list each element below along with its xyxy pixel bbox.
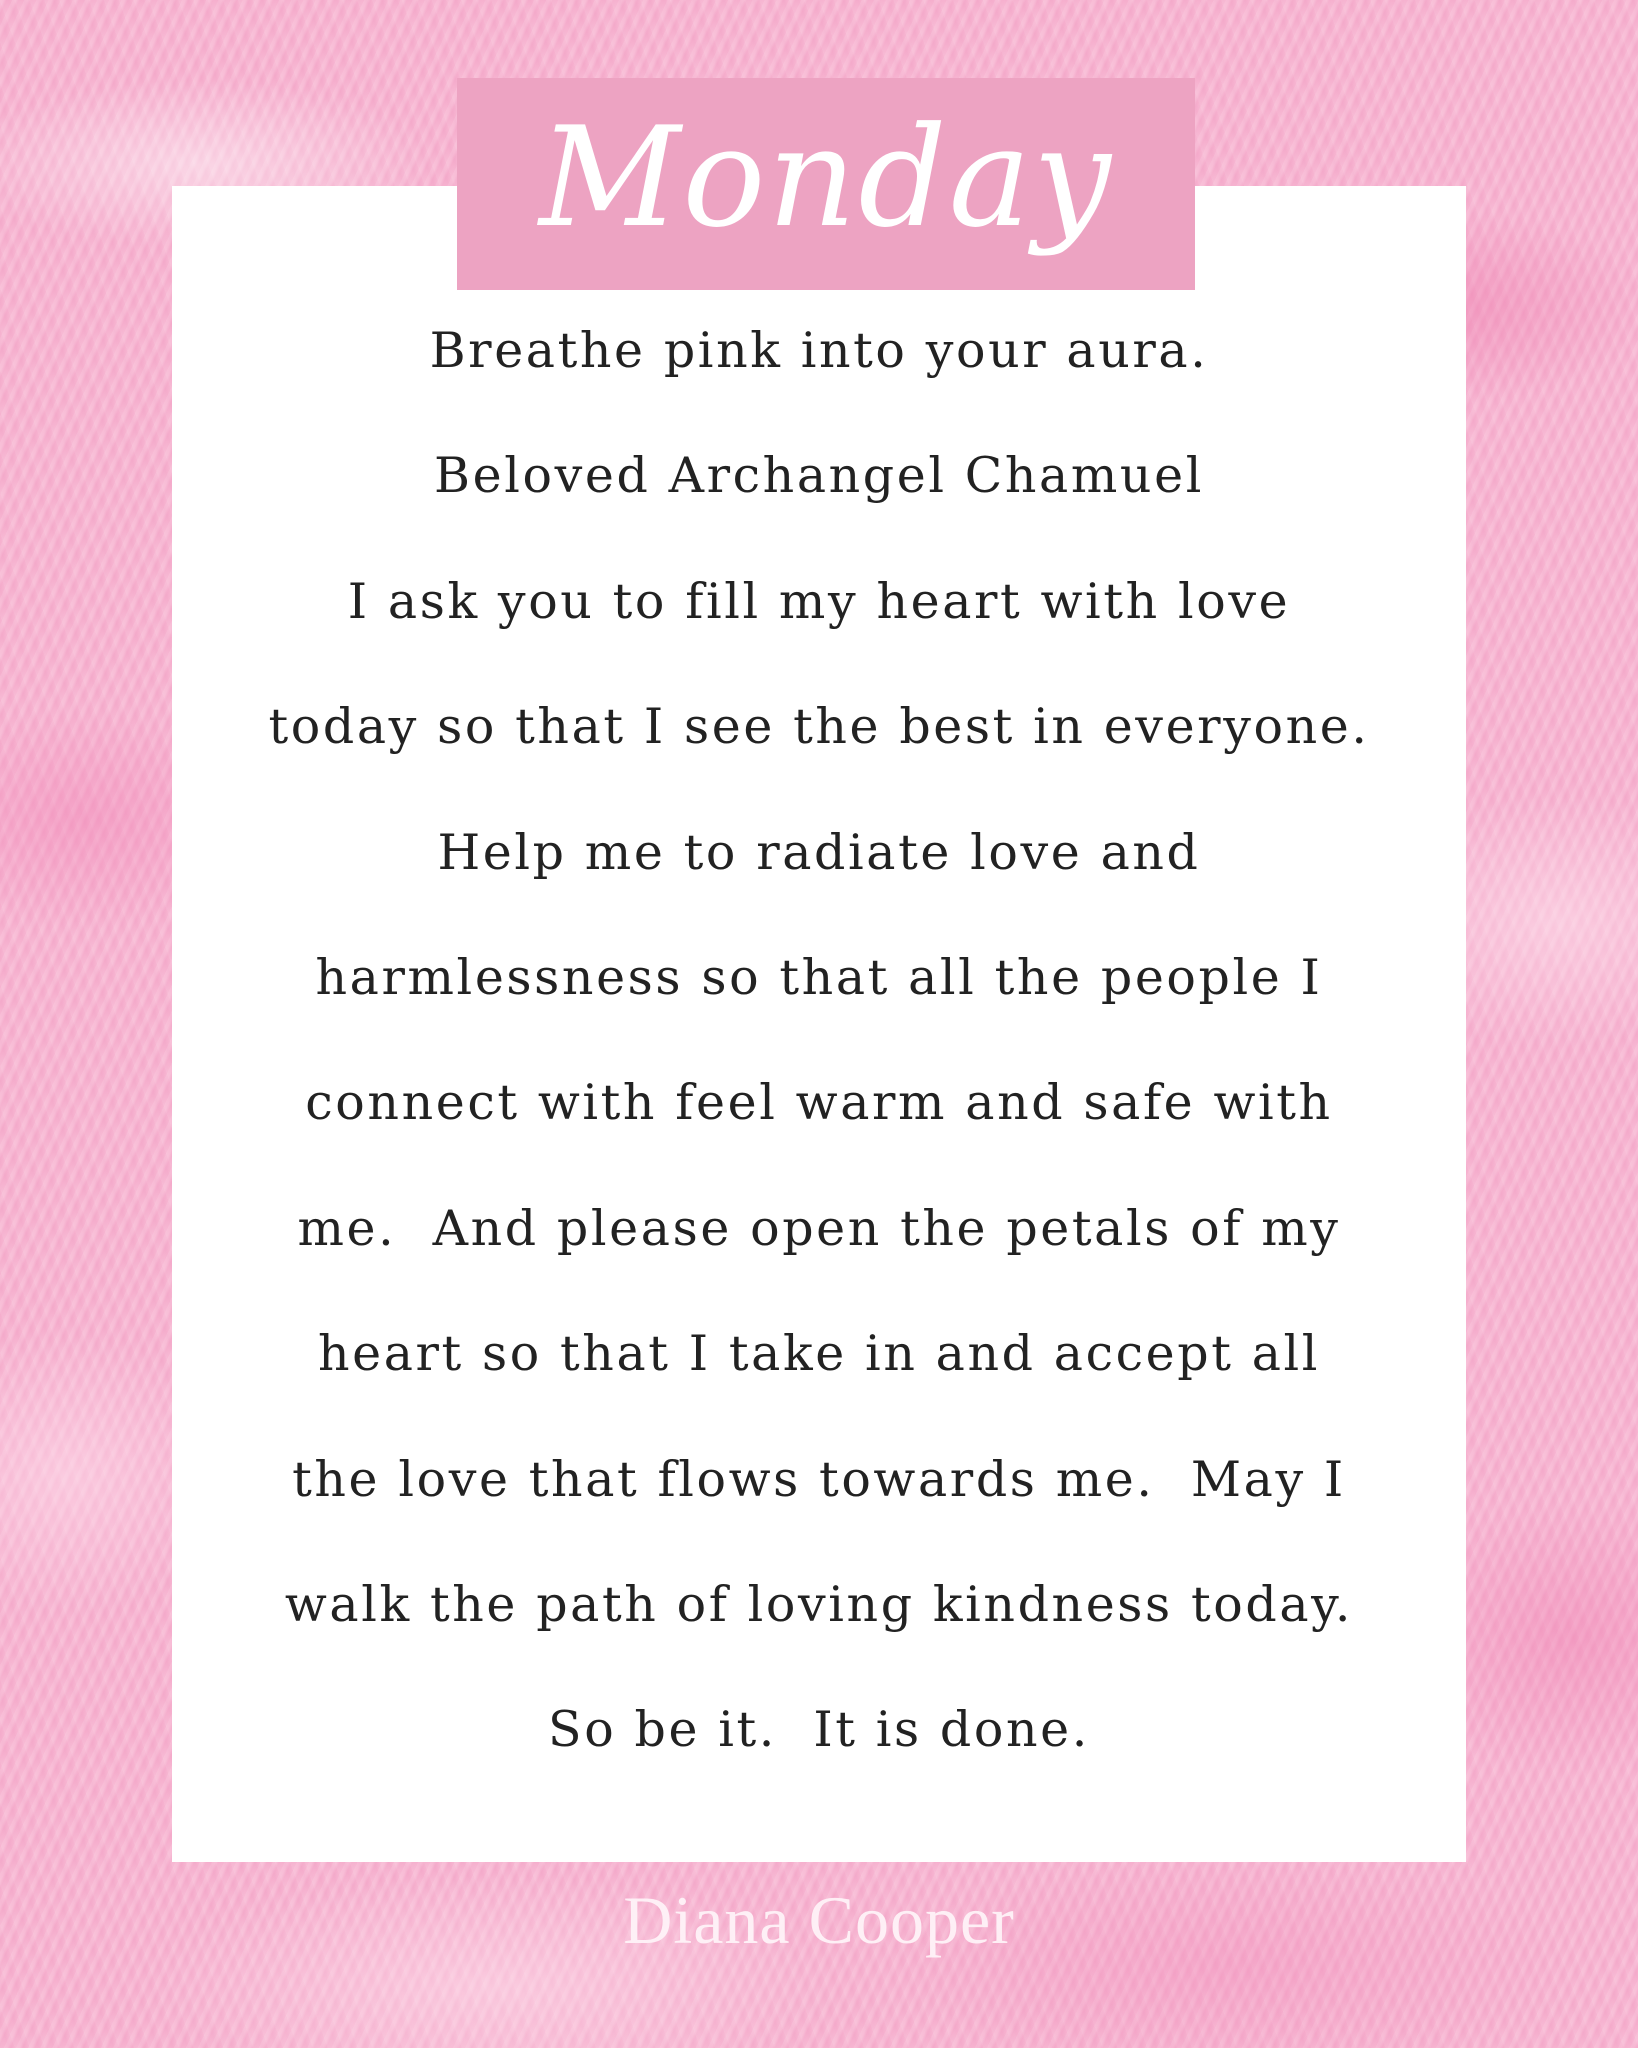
author-signature: Diana Cooper — [623, 1882, 1015, 1958]
prayer-text — [172, 316, 1466, 1821]
prayer-line: I ask you to fill my heart with love — [347, 572, 1291, 630]
page-title: Monday — [539, 97, 1113, 258]
prayer-line: Breathe pink into your aura. — [429, 322, 1209, 379]
prayer-line: harmlessness so that all the people I — [315, 948, 1323, 1006]
title-banner — [457, 78, 1195, 290]
prayer-line: So be it. It is done. — [548, 1701, 1090, 1759]
prayer-line: connect with feel warm and safe with — [305, 1074, 1333, 1132]
prayer-line: heart so that I take in and accept all — [317, 1325, 1321, 1383]
prayer-line: me. And please open the petals of my — [297, 1199, 1341, 1257]
prayer-line: today so that I see the best in everyone. — [268, 698, 1370, 756]
prayer-line: Beloved Archangel Chamuel — [434, 447, 1204, 505]
prayer-line: the love that flows towards me. May I — [292, 1450, 1346, 1508]
prayer-line: walk the path of loving kindness today. — [284, 1575, 1354, 1633]
prayer-line: Help me to radiate love and — [437, 823, 1201, 881]
